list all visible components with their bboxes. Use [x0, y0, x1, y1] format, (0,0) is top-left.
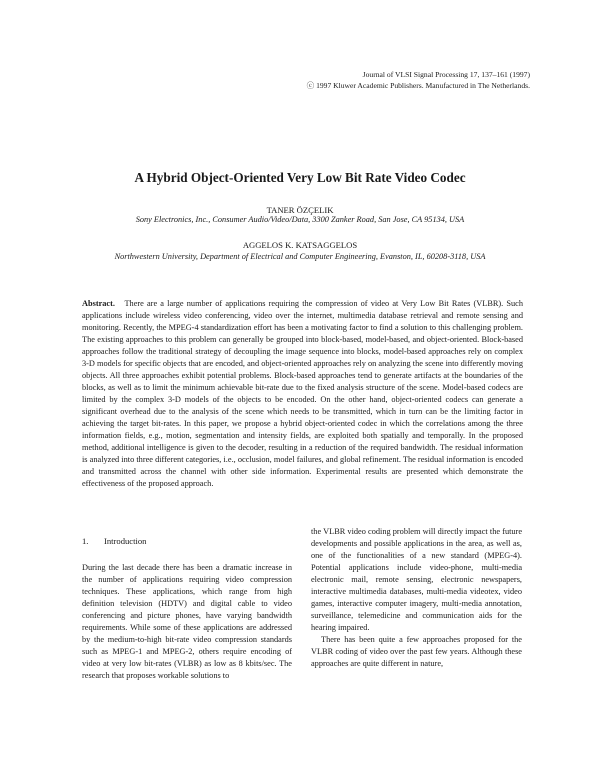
copyright-notice: ⓒ 1997 Kluwer Academic Publishers. Manufactured in The Netherlands.	[306, 80, 530, 90]
body-paragraph: There has been quite a few approaches proposed for the VLBR coding of video over the past few years. Although these approaches are quite different in nature,	[311, 634, 522, 668]
abstract-text: There are a large number of applications requiring the compression of video at Very Low Bit Rates (VLBR). Such applications include wireless video conferencing, video over the internet, multimedia database retrieval and remote sensing and monitoring. Recently, the MPEG-4 standardization effort has been a motivating factor to find a solution to this challenging problem. The existing approaches to this problem can generally be grouped into block-based, model-based, and object-oriented. Block-based approaches follow the traditional strategy of decoupling the image sequence into blocks, model-based approaches rely on complex 3-D models for specific objects that are encoded, and object-oriented approaches rely on analyzing the scene into differently moving objects. All three approaches exhibit potential problems. Block-based approaches tend to generate artifacts at the boundaries of the blocks, as well as to limit the minimum achievable bit-rate due to the fixed analysis structure of the scene. Model-based codecs are limited by the complex 3-D models of the objects to be encoded. On the other hand, object-oriented codecs can generate a significant overhead due to the analysis of the scene which needs to be transmitted, which in turn can be the limiting factor in achieving the target bit-rates. In this paper, we propose a hybrid object-oriented codec in which the correlations among the three information fields, e.g., motion, segmentation and intensity fields, are exploited both spatially and temporally. In the proposed method, additional intelligence is given to the decoder, resulting in a reduction of the required bandwidth. The residual information is analyzed into three different categories, i.e., occlusion, model failures, and global refinement. The residual information is encoded and transmitted across the channel with other side information. Experimental results are presented which demonstrate the effectiveness of the proposed approach.	[82, 299, 523, 488]
body-paragraph: the VLBR video coding problem will directly impact the future developments and possible applications in the area, as well as, one of the functionalities of a new standard (MPEG-4). Potential applications include video-phone, multi-media electronic mail, remote sensing, electronic newspapers, interactive multimedia databases, multi-media videotex, video games, interactive computer imagery, multi-media annotation, surveillance, telemedicine and communication aids for the hearing impaired.	[311, 527, 522, 632]
journal-citation: Journal of VLSI Signal Processing 17, 137–161 (1997)	[362, 70, 530, 79]
author-affiliation-2: Northwestern University, Department of Electrical and Computer Engineering, Evanston, IL, 60208-3118, USA	[114, 252, 486, 261]
abstract	[82, 298, 523, 490]
journal-header	[307, 70, 530, 91]
author-name-2: AGGELOS K. KATSAGGELOS	[242, 240, 358, 250]
author-name-1: TANER ÖZÇELIK	[266, 205, 334, 215]
body-column-right	[311, 526, 522, 670]
abstract-label: Abstract.	[82, 299, 115, 308]
paper-title: A Hybrid Object-Oriented Very Low Bit Rate Video Codec	[134, 170, 466, 185]
section-heading	[82, 536, 146, 546]
body-column-left	[82, 562, 292, 682]
author-affiliation-1: Sony Electronics, Inc., Consumer Audio/Video/Data, 3300 Zanker Road, San Jose, CA 95134, USA	[135, 215, 465, 224]
body-paragraph: During the last decade there has been a dramatic increase in the number of applications requiring video compression techniques. These applications, which range from high definition television (HDTV) and digital cable to video conferencing and picture phones, have varying bandwidth requirements. While some of these applications are addressed by the medium-to-high bit-rate video compression standards such as MPEG-1 and MPEG-2, others require encoding of video at very low bit-rates (VLBR) as low as 8 kbits/sec. The research that proposes workable solutions to	[82, 563, 292, 680]
section-title: Introduction	[104, 536, 147, 546]
section-number: 1.	[82, 536, 89, 546]
